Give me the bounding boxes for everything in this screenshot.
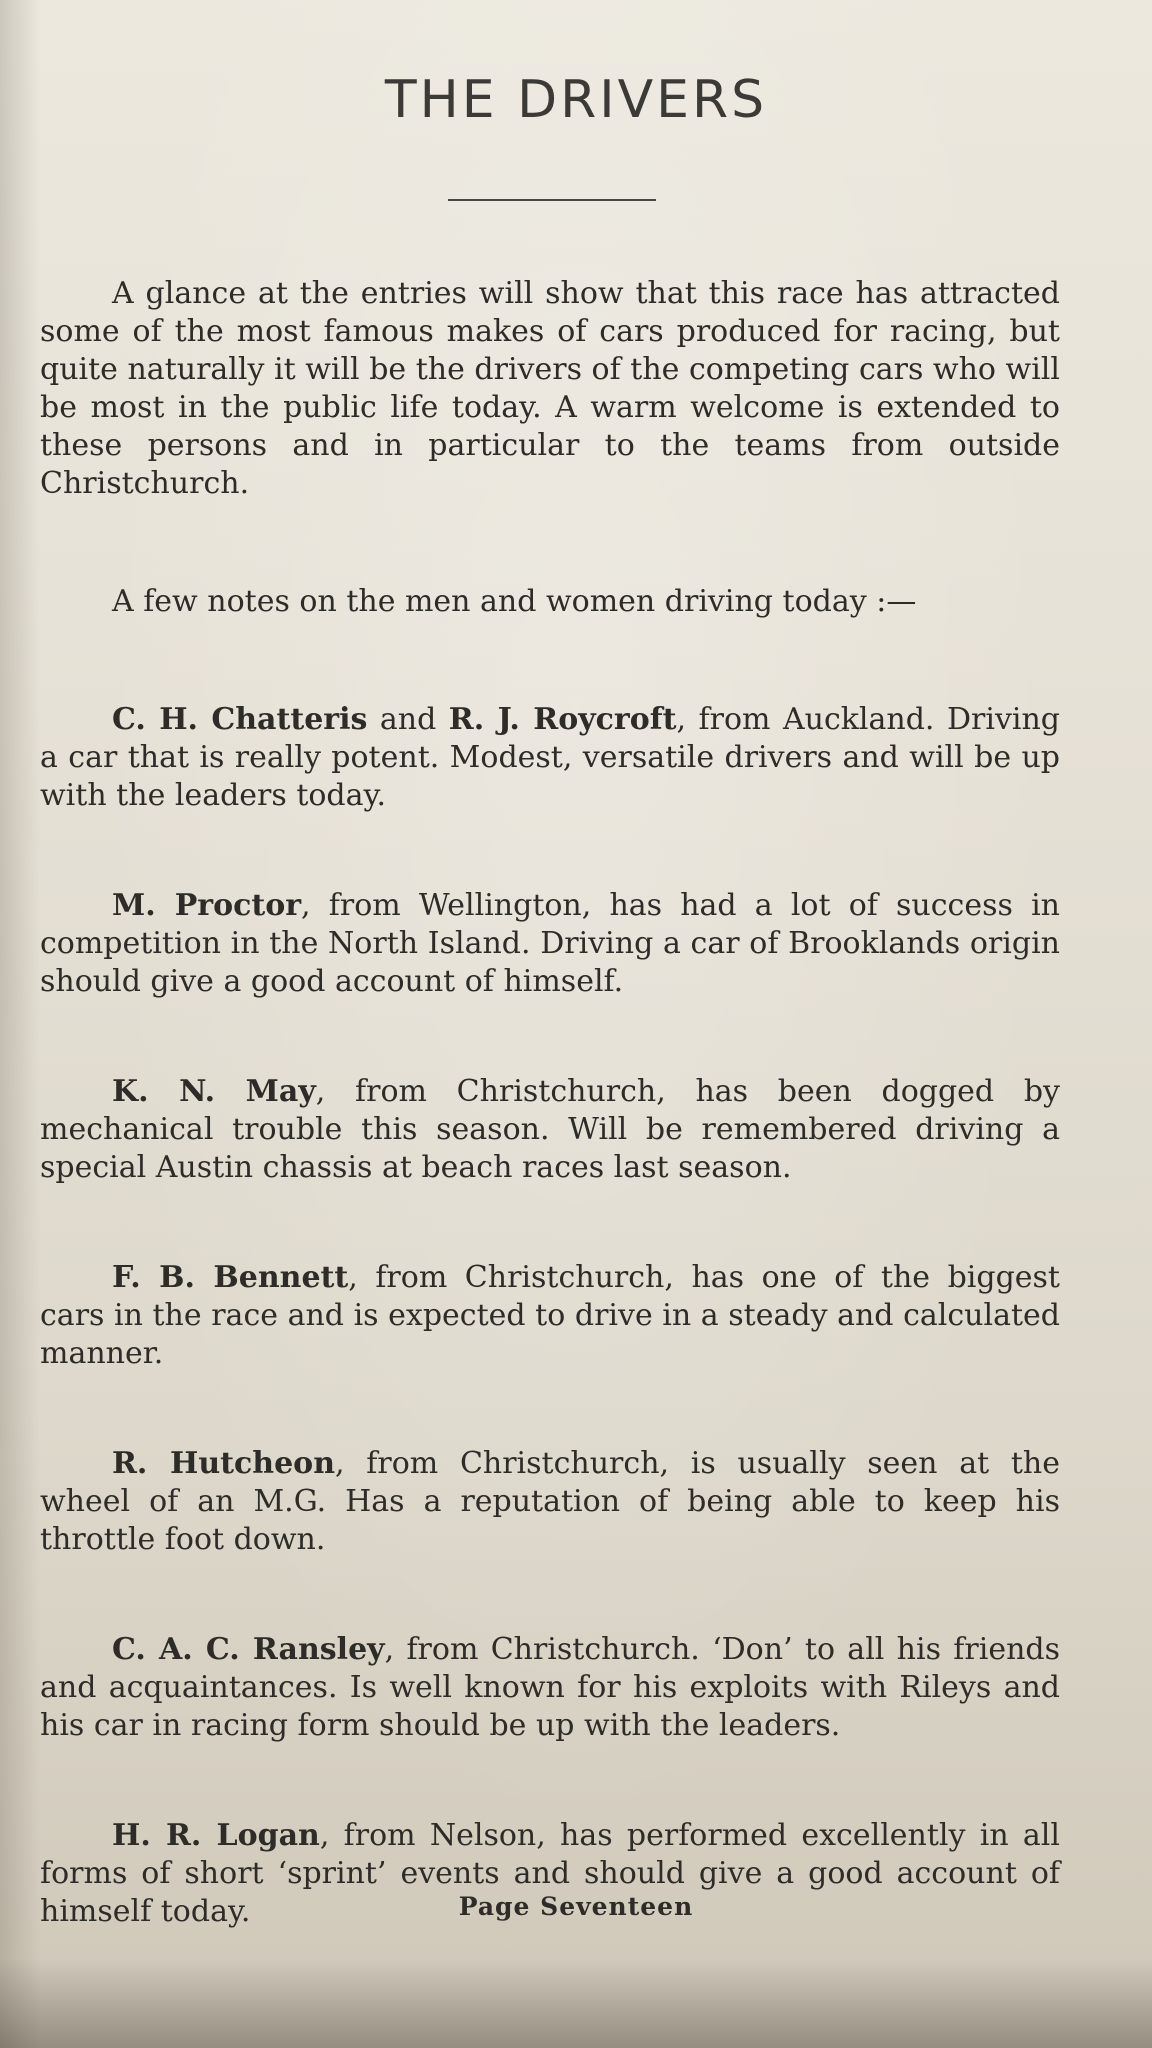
driver-entry — [40, 1631, 1060, 1745]
driver-description: , from Wellington, has had a lot of success in competition in the North Island. Driving a car of Brooklands origin should give a good account of himself. — [40, 888, 1060, 999]
driver-description: , from Christchurch, has been dogged by mechanical trouble this season. Will be remembered driving a special Austin chassis at beach races last season. — [40, 1074, 1060, 1185]
driver-description: , from Auckland. Driving a car that is really potent. Modest, versatile drivers and will be up with the leaders today. — [40, 702, 1061, 813]
driver-joiner: and — [367, 702, 449, 737]
driver-name-second: R. J. Roycroft — [448, 702, 677, 737]
driver-entry — [40, 1445, 1060, 1559]
driver-entry — [40, 701, 1060, 815]
driver-name: H. R. Logan — [112, 1818, 320, 1853]
title-underline-rule — [448, 199, 656, 201]
driver-description: , from Christchurch. ‘Don’ to all his friends and acquaintances. Is well known for his exploits with Rileys and his car in racing form should be up with the leaders. — [40, 1632, 1060, 1743]
driver-entry — [40, 887, 1060, 1001]
driver-name: K. N. May — [112, 1074, 316, 1109]
driver-name: C. H. Chatteris — [112, 702, 368, 737]
page-bottom-shadow — [0, 1958, 1152, 2048]
driver-description: , from Nelson, has performed excellently in all forms of short ‘sprint’ events and should give a good account of himself today. — [40, 1818, 1060, 1929]
article-body — [40, 275, 1060, 2003]
driver-name: M. Proctor — [112, 888, 302, 923]
page-number-footer: Page Seventeen — [458, 1892, 694, 1921]
driver-entry — [40, 1259, 1060, 1373]
intro-paragraph: A glance at the entries will show that this race has attracted some of the most famous makes of cars produced for racing, but quite naturally it will be the drivers of the competing cars who will be most in the public life today. A warm welcome is extended to these persons and in particular to the teams from outside Christchurch. — [40, 276, 1060, 501]
driver-description: , from Christchurch, is usually seen at the wheel of an M.G. Has a reputation of being able to keep his throttle foot down. — [40, 1446, 1060, 1557]
driver-name: C. A. C. Ransley — [112, 1632, 385, 1667]
driver-entry — [40, 1073, 1060, 1187]
notes-heading: A few notes on the men and women driving today :— — [112, 584, 917, 619]
page-edge-shadow — [0, 0, 40, 2048]
driver-description: , from Christchurch, has one of the biggest cars in the race and is expected to drive in a steady and calculated manner. — [40, 1260, 1060, 1371]
driver-name: R. Hutcheon — [112, 1446, 336, 1481]
driver-name: F. B. Bennett — [112, 1260, 349, 1295]
page-title: THE DRIVERS — [384, 70, 768, 130]
